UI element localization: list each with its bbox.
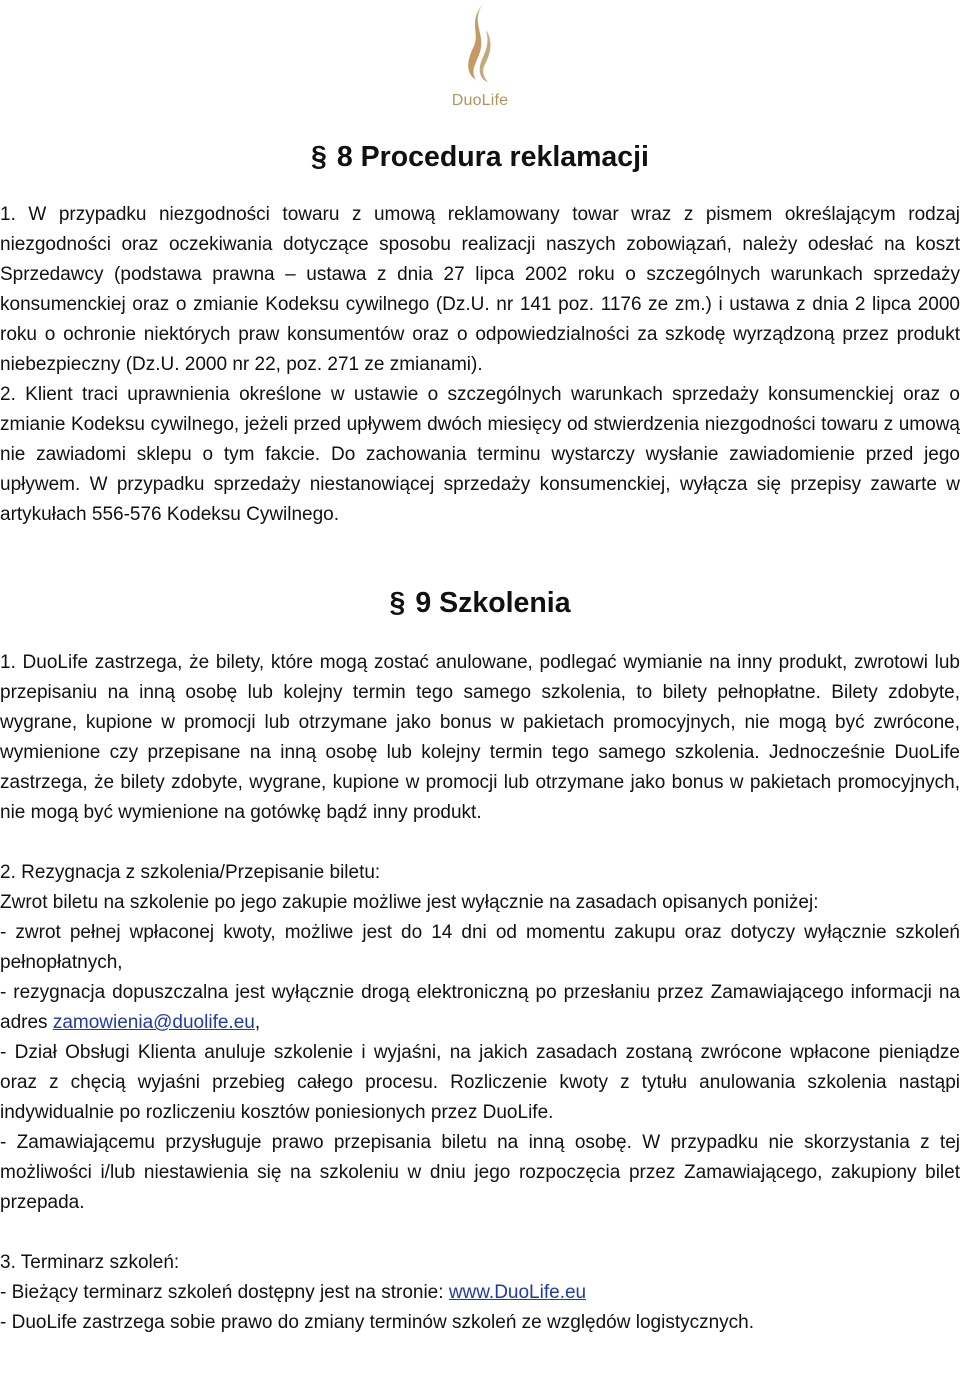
list-item-text: - rezygnacja dopuszczalna jest wyłącznie drogą elektroniczną po przesłaniu przez Zamawiającego informacji na adres bbox=[0, 982, 960, 1033]
section-symbol: § bbox=[389, 587, 406, 619]
website-link[interactable]: www.DuoLife.eu bbox=[448, 1282, 587, 1303]
section-9-subheading-2: 2. Rezygnacja z szkolenia/Przepisanie biletu: bbox=[0, 862, 381, 883]
list-item bbox=[0, 978, 960, 1038]
section-9-intro: Zwrot biletu na szkolenie po jego zakupie możliwe jest wyłącznie na zasadach opisanych poniżej: bbox=[0, 892, 819, 913]
flame-emblem-icon bbox=[450, 0, 510, 92]
list-item: - Zamawiającemu przysługuje prawo przepisania biletu na inną osobę. W przypadku nie skorzystania z tej możliwości i/lub niestawienia się na szkoleniu w dniu jego rozpoczęcia przez Zamawiającego, zakupiony bilet przepada. bbox=[0, 1132, 960, 1213]
email-link[interactable]: zamowienia@duolife.eu bbox=[52, 1012, 255, 1033]
section-9-paragraph-1: 1. DuoLife zastrzega, że bilety, które mogą zostać anulowane, podlegać wymianie na inny produkt, zwrotowi lub przepisaniu na inną osobę lub kolejny termin tego samego szkolenia, to bilety pełnopłatne. Bilety zdobyte, wygrane, kupione w promocji lub otrzymane jako bonus w pakietach promocyjnych, nie mogą być zwrócone, wymienione czy przepisane na inną osobę lub kolejny termin tego samego szkolenia. Jednocześnie DuoLife zastrzega, że bilety zdobyte, wygrane, kupione w promocji lub otrzymane jako bonus w pakietach promocyjnych, nie mogą być wymienione na gotówkę bądź inny produkt. bbox=[0, 652, 960, 823]
list-item-text: - Bieżący terminarz szkoleń dostępny jest na stronie: bbox=[0, 1282, 449, 1303]
section-8-paragraph-2: 2. Klient traci uprawnienia określone w ustawie o szczególnych warunkach sprzedaży konsumenckiej oraz o zmianie Kodeksu cywilnego, jeżeli przed upływem dwóch miesięcy od stwierdzenia niezgodności towaru z umową nie zawiadomi sklepu o tym fakcie. Do zachowania terminu wystarczy wysłanie zawiadomienie przed jego upływem. W przypadku sprzedaży niestanowiącej sprzedaży konsumenckiej, wyłącza się przepisy zawarte w artykułach 556-576 Kodeksu Cywilnego. bbox=[0, 384, 960, 525]
section-9-subheading-3: 3. Terminarz szkoleń: bbox=[0, 1252, 180, 1273]
list-item bbox=[0, 1278, 960, 1308]
list-item-text: , bbox=[254, 1012, 261, 1033]
section-symbol: § bbox=[311, 141, 327, 173]
duolife-logo bbox=[436, 0, 524, 112]
section-8-paragraph-1: 1. W przypadku niezgodności towaru z umową reklamowany towar wraz z pismem określającym rodzaj niezgodności oraz oczekiwania dotyczące sposobu realizacji naszych zobowiązań, należy odesłać na koszt Sprzedawcy (podstawa prawna – ustawa z dnia 27 lipca 2002 roku o szczególnych warunkach sprzedaży konsumenckiej oraz o zmianie Kodeksu cywilnego (Dz.U. nr 141 poz. 1176 ze zm.) i ustawa z dnia 2 lipca 2000 roku o ochronie niektórych praw konsumentów oraz o odpowiedzialności za szkodę wyrządzoną przez produkt niebezpieczny (Dz.U. 2000 nr 22, poz. 271 ze zmianami). bbox=[0, 204, 960, 375]
section-8-title: 8 Procedura reklamacji bbox=[336, 141, 649, 173]
section-9-title: 9 Szkolenia bbox=[415, 587, 571, 619]
list-item: - Dział Obsługi Klienta anuluje szkolenie i wyjaśni, na jakich zasadach zostaną zwrócone wpłacone pieniądze oraz z chęcią wyjaśni przebieg całego procesu. Rozliczenie kwoty z tytułu anulowania szkolenia nastąpi indywidualnie po rozliczeniu kosztów poniesionych przez DuoLife. bbox=[0, 1042, 960, 1123]
document-body bbox=[0, 142, 960, 1338]
section-9-heading bbox=[0, 588, 960, 618]
section-8-heading bbox=[0, 142, 960, 172]
list-item: - zwrot pełnej wpłaconej kwoty, możliwe jest do 14 dni od momentu zakupu oraz dotyczy wyłącznie szkoleń pełnopłatnych, bbox=[0, 922, 960, 973]
logo-text: DuoLife bbox=[451, 92, 509, 109]
list-item: - DuoLife zastrzega sobie prawo do zmiany terminów szkoleń ze względów logistycznych. bbox=[0, 1312, 755, 1333]
